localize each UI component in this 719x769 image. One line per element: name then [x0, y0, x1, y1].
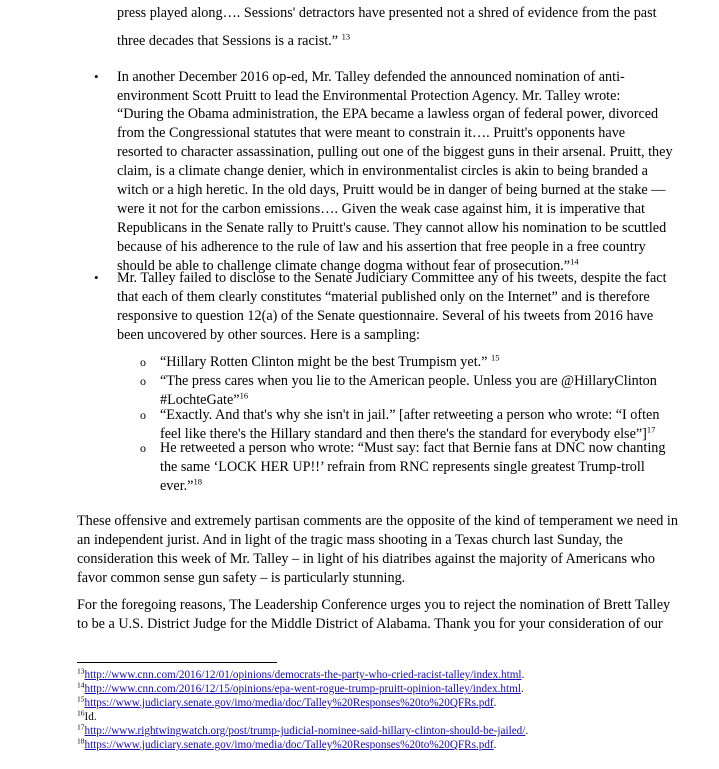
footnote-link[interactable]: https://www.judiciary.senate.gov/imo/media/doc/Talley%20Responses%20to%20QFRs.pdf — [84, 739, 494, 751]
footnote-ref: 16 — [239, 390, 249, 401]
tweet-item: ever.”$^{18}$ — [160, 476, 202, 494]
footnote-link[interactable]: http://www.cnn.com/2016/12/01/opinions/democrats-the-party-who-cried-racist-talley/index.html — [84, 669, 522, 681]
text-line: Republicans in the Senate rally to Pruitt's cause. They cannot allow his nomination to be scuttled — [117, 220, 667, 236]
footnote-link[interactable]: https://www.judiciary.senate.gov/imo/media/doc/Talley%20Responses%20to%20QFRs.pdf — [84, 697, 494, 709]
sub-bullet-marker: o — [140, 374, 146, 388]
text-line: Mr. Talley failed to disclose to the Senate Judiciary Committee any of his tweets, despite the fact — [117, 270, 667, 286]
text-line: “During the Obama administration, the EPA became a lawless organ of federal power, divorced — [117, 106, 659, 122]
footnote: $^{13}$http://www.cnn.com/2016/12/01/opinions/democrats-the-party-who-cried-racist-talley/index.html. — [77, 666, 525, 681]
sub-bullet-marker: o — [140, 441, 146, 455]
text-line: In another December 2016 op-ed, Mr. Talley defended the announced nomination of anti- — [117, 69, 625, 85]
text-line: For the foregoing reasons, The Leadership Conference urges you to reject the nomination of Brett Talley — [77, 597, 671, 613]
tweet-item: “Hillary Rotten Clinton might be the best Trumpism yet.” $^{15}$ — [160, 352, 500, 370]
bullet-marker: • — [94, 69, 99, 84]
text-line: should be able to challenge climate change dogma without fear of prosecution.”$^{14}$ — [117, 256, 579, 274]
text-line: been uncovered by other sources. Here is a sampling: — [117, 327, 420, 343]
bullet-marker: • — [94, 270, 99, 285]
tweet-item: “Exactly. And that's why she isn't in jail.” [after retweeting a person who wrote: “I often — [160, 407, 660, 423]
footnote-ref: 18 — [193, 476, 202, 487]
footnote: $^{14}$http://www.cnn.com/2016/12/15/opinions/epa-went-rogue-trump-pruitt-opinion-talley/index.html. — [77, 680, 524, 695]
footnote: $^{16}$Id. — [77, 708, 97, 723]
text-line: responsive to question 12(a) of the Senate questionnaire. Several of his tweets from 2016 have — [117, 308, 654, 324]
tweet-item: feel like there's the Hillary standard and then there's the standard for everybody else”]$^{17}$ — [160, 424, 656, 442]
tweet-item: the same ‘LOCK HER UP!!’ refrain from RNC represents single greatest Trump-troll — [160, 459, 645, 475]
text-line: favor common sense gun safety – is particularly stunning. — [77, 570, 406, 586]
tweet-item: He retweeted a person who wrote: “Must say: fact that Bernie fans at DNC now chanting — [160, 440, 666, 456]
footnote: $^{17}$http://www.rightwingwatch.org/post/trump-judicial-nominee-said-hillary-clinton-should-be-jailed/. — [77, 722, 529, 737]
text-line: These offensive and extremely partisan comments are the opposite of the kind of temperament we need in — [77, 513, 678, 529]
sub-bullet-marker: o — [140, 408, 146, 422]
sub-bullet-marker: o — [140, 355, 146, 369]
text-line: because of his adherence to the rule of law and his assertion that free people in a free country — [117, 239, 646, 255]
text-line: were it not for the carbon emissions…. Given the weak case against him, it is imperative that — [117, 201, 645, 217]
text-line: that each of them clearly constitutes “material published only on the Internet” and is therefore — [117, 289, 650, 305]
footnote-link[interactable]: http://www.cnn.com/2016/12/15/opinions/epa-went-rogue-trump-pruitt-opinion-talley/index.html — [84, 683, 521, 695]
text-line: consideration this week of Mr. Talley – in light of his diatribes against the majority of Americans who — [77, 551, 655, 567]
text-line: environment Scott Pruitt to lead the Environmental Protection Agency. Mr. Talley wrote: — [117, 88, 621, 104]
footnote-ref: 17 — [646, 424, 656, 435]
text-line: claim, is a climate change denier, which in environmentalist circles is akin to being branded a — [117, 163, 648, 179]
footnote-link[interactable]: http://www.rightwingwatch.org/post/trump-judicial-nominee-said-hillary-clinton-should-be-jailed/ — [84, 725, 526, 737]
footnote: $^{15}$https://www.judiciary.senate.gov/imo/media/doc/Talley%20Responses%20to%20QFRs.pdf. — [77, 694, 497, 709]
footnote: $^{18}$https://www.judiciary.senate.gov/imo/media/doc/Talley%20Responses%20to%20QFRs.pdf. — [77, 736, 497, 751]
text-line: an independent jurist. And in light of the tragic mass shooting in a Texas church last Sunday, the — [77, 532, 623, 548]
footnote-ref: 14 — [570, 256, 579, 267]
text-line: witch or a high heretic. In the old days, Pruitt would be in danger of being burned at the stake — — [117, 182, 666, 198]
footnote-divider — [77, 662, 277, 663]
footnote-ref: 15 — [491, 352, 500, 363]
text-line: resorted to character assassination, pulling out one of the biggest guns in their arsenal. Pruitt, they — [117, 144, 673, 160]
tweet-item: #LochteGate”$^{16}$ — [160, 390, 249, 408]
text-line: to be a U.S. District Judge for the Middle District of Alabama. Thank you for your consideration of our — [77, 616, 663, 632]
text-line: press played along…. Sessions' detractors have presented not a shred of evidence from the past — [117, 5, 657, 21]
text-line: three decades that Sessions is a racist.” $^{13}$ — [117, 31, 351, 49]
text-line: from the Congressional statutes that were meant to constrain it…. Pruitt's opponents have — [117, 125, 626, 141]
footnote-ref: 13 — [341, 31, 351, 42]
tweet-item: “The press cares when you lie to the American people. Unless you are @HillaryClinton — [160, 373, 657, 389]
